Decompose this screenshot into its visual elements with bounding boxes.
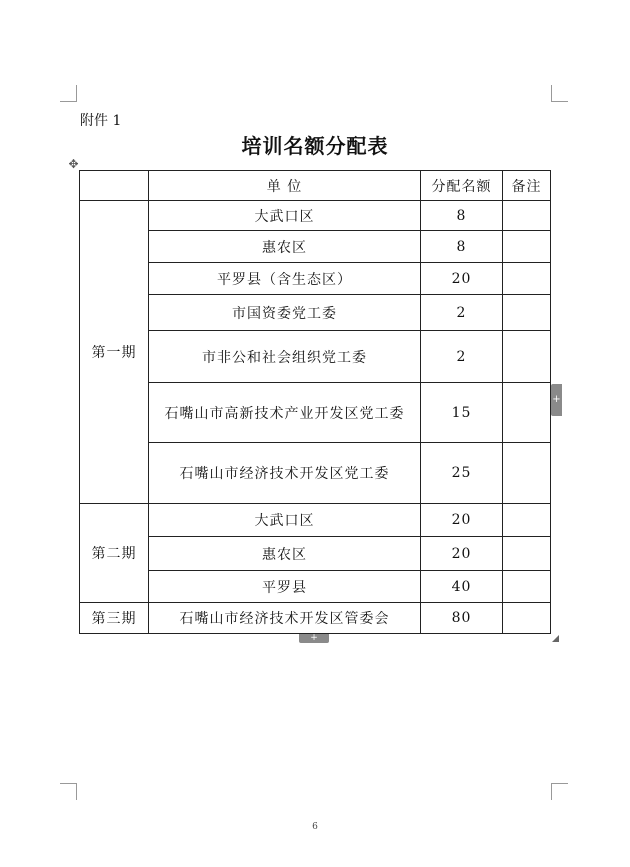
header-phase-cell[interactable]	[80, 171, 149, 201]
page-title: 培训名额分配表	[241, 134, 389, 158]
remark-cell[interactable]	[503, 443, 551, 504]
crop-mark-top-right	[551, 85, 568, 102]
quota-cell[interactable]: 2	[421, 295, 503, 331]
attachment-label: 附件 1	[80, 113, 122, 129]
table-row	[80, 331, 551, 383]
quota-cell[interactable]: 40	[421, 571, 503, 603]
remark-cell[interactable]	[503, 263, 551, 295]
phase-cell[interactable]: 第三期	[80, 603, 149, 634]
quota-cell[interactable]: 20	[421, 263, 503, 295]
quota-cell[interactable]: 25	[421, 443, 503, 504]
table-row	[80, 295, 551, 331]
unit-cell[interactable]: 市国资委党工委	[149, 295, 421, 331]
unit-cell[interactable]: 石嘴山市高新技术产业开发区党工委	[149, 383, 421, 443]
unit-cell[interactable]: 市非公和社会组织党工委	[149, 331, 421, 383]
unit-cell[interactable]: 石嘴山市经济技术开发区党工委	[149, 443, 421, 504]
remark-cell[interactable]	[503, 504, 551, 537]
unit-cell[interactable]: 平罗县	[149, 571, 421, 603]
add-row-plus-icon[interactable]: +	[299, 634, 329, 643]
quota-cell[interactable]: 15	[421, 383, 503, 443]
remark-cell[interactable]	[503, 537, 551, 571]
remark-cell[interactable]	[503, 571, 551, 603]
add-column-plus-icon[interactable]: +	[551, 384, 562, 416]
table-row	[80, 231, 551, 263]
quota-cell[interactable]: 8	[421, 231, 503, 263]
quota-cell[interactable]: 80	[421, 603, 503, 634]
unit-cell[interactable]: 石嘴山市经济技术开发区管委会	[149, 603, 421, 634]
header-remark[interactable]: 备注	[503, 171, 551, 201]
table-move-handle-icon[interactable]: ✥	[68, 157, 79, 171]
crop-mark-top-left	[60, 85, 77, 102]
remark-cell[interactable]	[503, 331, 551, 383]
unit-cell[interactable]: 惠农区	[149, 537, 421, 571]
phase-cell[interactable]: 第一期	[80, 201, 149, 504]
quota-cell[interactable]: 8	[421, 201, 503, 231]
table-row	[80, 201, 551, 231]
phase-cell[interactable]: 第二期	[80, 504, 149, 603]
table-row	[80, 504, 551, 537]
header-quota[interactable]: 分配名额	[421, 171, 503, 201]
remark-cell[interactable]	[503, 201, 551, 231]
unit-cell[interactable]: 惠农区	[149, 231, 421, 263]
quota-cell[interactable]: 20	[421, 504, 503, 537]
table-row	[80, 263, 551, 295]
allocation-table	[79, 170, 551, 634]
table-row	[80, 537, 551, 571]
table-row	[80, 383, 551, 443]
unit-cell[interactable]: 平罗县（含生态区）	[149, 263, 421, 295]
header-unit[interactable]: 单 位	[149, 171, 421, 201]
table-row	[80, 603, 551, 634]
remark-cell[interactable]	[503, 383, 551, 443]
remark-cell[interactable]	[503, 295, 551, 331]
quota-cell[interactable]: 20	[421, 537, 503, 571]
table-row	[80, 571, 551, 603]
crop-mark-bottom-left	[60, 783, 77, 800]
page-number: 6	[312, 822, 318, 832]
table-resize-corner-icon[interactable]	[552, 635, 560, 643]
quota-cell[interactable]: 2	[421, 331, 503, 383]
remark-cell[interactable]	[503, 603, 551, 634]
crop-mark-bottom-right	[551, 783, 568, 800]
remark-cell[interactable]	[503, 231, 551, 263]
unit-cell[interactable]: 大武口区	[149, 504, 421, 537]
table-row	[80, 443, 551, 504]
unit-cell[interactable]: 大武口区	[149, 201, 421, 231]
table-header-row	[80, 171, 551, 201]
